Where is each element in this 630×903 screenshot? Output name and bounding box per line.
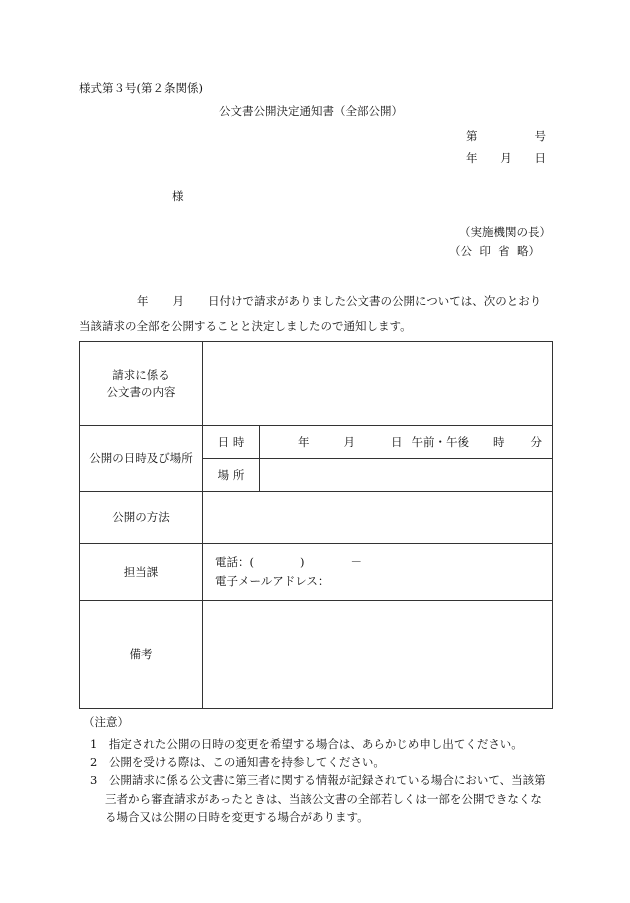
note-item-continuation: 三者から審査請求があったときは、当該公文書の全部若しくは一部を公開できなくな — [105, 792, 542, 806]
dept-contact-cell[interactable] — [203, 544, 553, 601]
datetime-label: 日 時 — [203, 426, 260, 459]
number-prefix: 第 — [466, 129, 478, 143]
email-field: 電子メールアドレス： — [215, 574, 330, 588]
addressee-honorific: 様 — [172, 189, 184, 203]
body-year: 年 — [137, 294, 149, 308]
number-suffix: 号 — [534, 129, 546, 143]
issue-date-line — [466, 150, 546, 166]
remarks-cell[interactable] — [203, 601, 553, 709]
note-item: 1 指定された公開の日時の変更を希望する場合は、あらかじめ申し出てください。 — [90, 737, 523, 751]
seal-omitted — [449, 243, 540, 259]
seal-part: 略） — [516, 244, 540, 258]
datetime-place-label: 公開の日時及び場所 — [80, 426, 203, 492]
request-content-cell[interactable] — [203, 342, 553, 426]
body-text-line1 — [137, 293, 541, 309]
schedule-minute: 分 — [530, 435, 542, 449]
place-label: 場 所 — [203, 459, 260, 492]
document-number-line — [466, 128, 546, 144]
remarks-label: 備考 — [80, 601, 203, 709]
seal-part: （公 — [449, 244, 472, 258]
form-number: 様式第３号(第２条関係) — [79, 81, 203, 95]
seal-part: 省 — [498, 244, 510, 258]
method-cell[interactable] — [203, 492, 553, 544]
notes-heading: （注意） — [83, 715, 129, 729]
body-line1-rest: 日付けで請求がありました公文書の公開については、次のとおり — [208, 294, 542, 308]
body-text-line2: 当該請求の全部を公開することと決定しましたので通知します。 — [79, 319, 412, 333]
schedule-ampm: 午前・午後 — [411, 435, 469, 449]
dept-label: 担当課 — [80, 544, 203, 601]
body-month: 月 — [172, 294, 184, 308]
notice-table — [79, 341, 553, 709]
schedule-year: 年 — [298, 435, 310, 449]
place-cell[interactable] — [260, 459, 553, 492]
document-title: 公文書公開決定通知書（全部公開） — [219, 104, 403, 118]
issuer-title: （実施機関の長） — [459, 225, 551, 239]
request-content-label-line1: 請求に係る — [112, 367, 170, 382]
request-content-label-line2: 公文書の内容 — [106, 384, 176, 399]
phone-field: 電話：( ) － — [215, 555, 362, 569]
schedule-day: 日 — [391, 435, 403, 449]
date-year: 年 — [466, 151, 478, 165]
request-content-label — [80, 342, 203, 426]
note-item: 2 公開を受ける際は、この通知書を持参してください。 — [90, 755, 385, 769]
date-month: 月 — [500, 151, 512, 165]
datetime-cell[interactable] — [260, 426, 553, 459]
date-day: 日 — [534, 151, 546, 165]
schedule-month: 月 — [343, 435, 355, 449]
method-label: 公開の方法 — [80, 492, 203, 544]
note-item: 3 公開請求に係る公文書に第三者に関する情報が記録されている場合において、当該第 — [90, 773, 546, 787]
schedule-hour: 時 — [493, 435, 505, 449]
note-item-continuation: る場合又は公開の日時を変更する場合があります。 — [105, 810, 369, 824]
seal-part: 印 — [479, 244, 491, 258]
